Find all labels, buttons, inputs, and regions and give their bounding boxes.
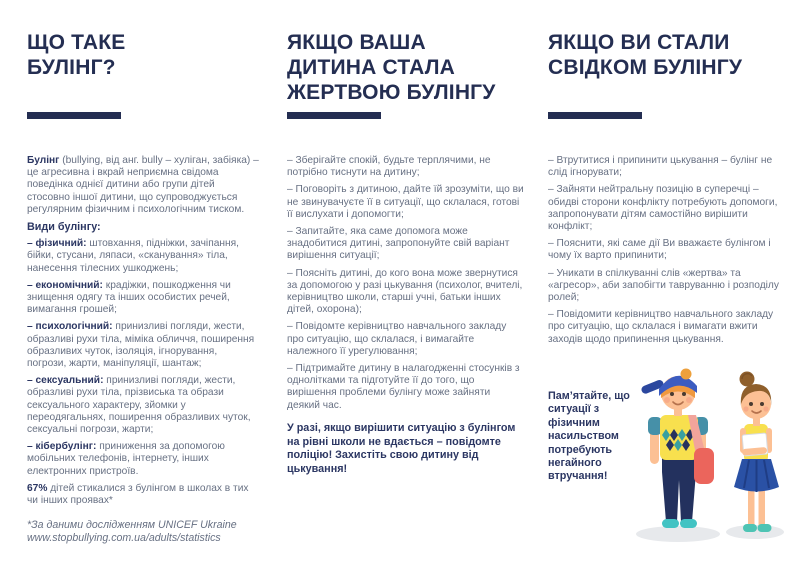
- type-lead: – економічний:: [27, 279, 103, 291]
- definition-text: (bullying, від анг. bully – хуліган, забіяка) – це агресивна і вкрай неприємна свідома поведінка однієї дитини або групи дітей стосовно іншої дитини, що супроводжується регулярним фізичним і психологічним тиском.: [27, 155, 259, 215]
- statistic-text: дітей стикалися з булінгом в школах в тих чи інших проявах*: [27, 482, 249, 507]
- type-text: приниження за допомогою мобільних телефонів, інтернету, інших електронних пристроїв.: [27, 441, 225, 477]
- column-witness: [548, 30, 786, 351]
- girl-shoe-right: [758, 524, 772, 532]
- shoulder-bag: [694, 448, 714, 484]
- statistic-value: 67%: [27, 482, 48, 494]
- column-body: [287, 155, 525, 477]
- types-subheading: Види булінгу:: [27, 221, 101, 234]
- call-to-action: У разі, якщо вирішити ситуацію з булінгом на рівні школи не вдається – повідомте поліцію! Захистіть свою дитину від цькування!: [287, 421, 516, 476]
- advice-item: – Поговоріть з дитиною, дайте їй зрозуміти, що ви не звинувачуєте її в ситуації, що склалася, готові її вислухати і допомогти;: [287, 184, 524, 220]
- page-title-child-victim: ЯКЩО ВАША ДИТИНА СТАЛА ЖЕРТВОЮ БУЛІНГУ: [287, 31, 496, 104]
- type-lead: – психологічний:: [27, 321, 113, 333]
- type-item-psychological: [27, 321, 259, 370]
- type-item-economic: [27, 280, 259, 317]
- type-text: принизливі погляди, жести, образливі рухи тіла, прізвиська та образи сексуального характеру, зйомки у переодягальнях, поширення образливих чуток, сексуальні погрози, жарти;: [27, 375, 251, 436]
- advice-item: – Уникати в спілкуванні слів «жертва» та «агресор», аби запобігти тавруванню і розподілу ролей;: [548, 267, 779, 304]
- girl-figure: [726, 372, 784, 540]
- boy-shadow: [636, 526, 720, 542]
- definition-paragraph: [27, 155, 259, 216]
- column-body: [27, 155, 259, 544]
- column-what-is-bullying: [27, 30, 259, 544]
- column-child-victim: [287, 30, 525, 477]
- boy-jeans: [662, 456, 696, 522]
- type-lead: – фізичний:: [27, 238, 87, 250]
- type-lead: – кібербулінг:: [27, 441, 97, 453]
- advice-item: – Підтримайте дитину в налагодженні стосунків з однолітками та підготуйте її до того, що вирішення проблеми булінгу може зайняти деякий час.: [287, 363, 520, 411]
- title-underline-bar: [287, 112, 381, 119]
- page-title-what-is-bullying: ЩО ТАКЕ БУЛІНГ?: [27, 31, 126, 79]
- boy-shoe-right: [680, 519, 697, 528]
- boy-eye-right: [682, 392, 686, 396]
- term-bulling: Булінг: [27, 155, 60, 166]
- girl-eye-right: [760, 402, 764, 406]
- advice-item: – Повідомте керівництво навчального закладу про ситуацію, що склалася, і вимагайте належного її урегулювання;: [287, 321, 507, 357]
- type-item-physical: [27, 238, 259, 275]
- girl-shoe-left: [743, 524, 757, 532]
- boy-shoe-left: [662, 519, 679, 528]
- footnote-source: *За даними дослідженням UNICEF Ukraine: [27, 519, 237, 532]
- cap-patch: [681, 369, 692, 380]
- boy-cheek-left: [664, 397, 670, 403]
- reminder-note: Пам’ятайте, що ситуації з фізичним насильством потребують негайного втручання!: [548, 390, 630, 483]
- girl-cheek-right: [763, 406, 768, 411]
- type-text: крадіжки, пошкодження чи знищення одягу та інших особистих речей, вимагання грошей;: [27, 279, 231, 316]
- boy-figure: [636, 369, 720, 543]
- advice-item: – Зайняти нейтральну позицію в суперечці – обидві сторони конфлікту потребують допомоги, запропонувати дітям самостійно вирішити конфлікт;: [548, 184, 778, 233]
- type-item-sexual: [27, 375, 259, 436]
- girl-eye-left: [749, 402, 753, 406]
- page-title-witness: ЯКЩО ВИ СТАЛИ СВІДКОМ БУЛІНГУ: [548, 31, 743, 79]
- advice-item: – Поясніть дитині, до кого вона може звернутися за допомогою у разі цькування (психолог, вчителі, керівництво школи, старші учні, батьки інших дітей, охорона);: [287, 267, 523, 316]
- statistic: [27, 483, 259, 507]
- title-underline-bar: [548, 112, 642, 119]
- boy-eye-left: [670, 392, 674, 396]
- boy-sleeve-left: [648, 417, 662, 435]
- advice-item: – Втрутитися і припинити цькування – булінг не слід ігнорувати;: [548, 155, 773, 179]
- advice-item: – Зберігайте спокій, будьте терплячими, не потрібно тиснути на дитину;: [287, 155, 491, 179]
- type-text: штовхання, підніжки, зачіпання, бійки, стусани, ляпаси, «сканування» тіла, нанесення тілесних ушкоджень;: [27, 238, 239, 274]
- footnote-url: www.stopbullying.com.ua/adults/statistics: [27, 531, 221, 544]
- children-illustration: [636, 360, 800, 564]
- type-item-cyber: [27, 441, 259, 478]
- footnote: [27, 519, 259, 544]
- girl-cheek-left: [743, 406, 748, 411]
- advice-item: – Запитайте, яка саме допомога може знадобитися дитині, запропонуйте свій варіант вирішення ситуації;: [287, 226, 510, 262]
- column-body: [548, 155, 786, 346]
- advice-item: – Пояснити, які саме дії Ви вважаєте булінгом і чому їх варто припинити;: [548, 238, 771, 262]
- boy-cheek-right: [686, 397, 692, 403]
- advice-item: – Повідомити керівництво навчального закладу про ситуацію, що склалася і вимагати вжити заходів щодо припинення цькування.: [548, 309, 774, 345]
- type-lead: – сексуальний:: [27, 375, 104, 387]
- type-text: принизливі погляди, жести, образливі рухи тіла, міміка обличчя, поширення образливих чуток, ізоляція, ігнорування, погрози, жарти, маніпуляції, шантаж;: [27, 321, 255, 370]
- title-underline-bar: [27, 112, 121, 119]
